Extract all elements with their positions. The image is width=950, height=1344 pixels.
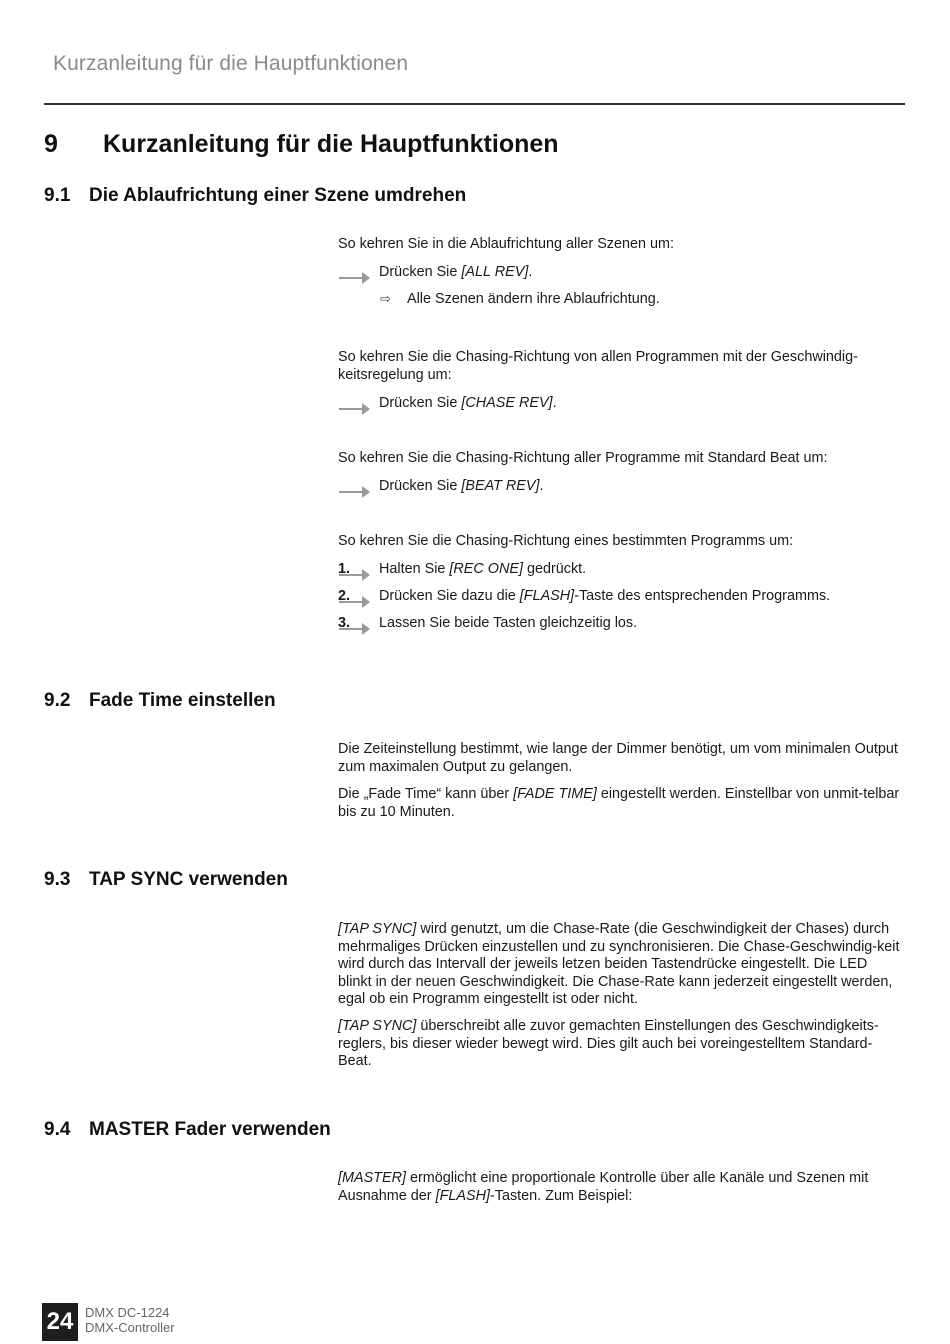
key-label: [FLASH] [519, 588, 575, 604]
paragraph: [TAP SYNC] überschreibt alle zuvor gemachten Einstellungen des Geschwindigkeits-reglers, bis dieser wieder bewegt wird. Dies gilt auch bei voreingestelltem Standard-Beat. [338, 1018, 879, 1069]
intro-text: So kehren Sie die Chasing-Richtung aller Programme mit Standard Beat um: [338, 450, 828, 466]
arrow-right-icon [338, 477, 372, 497]
product-name: DMX-Controller [85, 1320, 175, 1335]
intro-text: So kehren Sie die Chasing-Richtung eines bestimmten Programms um: [338, 533, 794, 549]
step-number: 1. [338, 561, 351, 577]
result-text: Alle Szenen ändern ihre Ablaufrichtung. [407, 291, 660, 307]
key-label: [BEAT REV] [461, 478, 540, 494]
section-number: 9.4 [44, 1119, 71, 1140]
paragraph: [TAP SYNC] wird genutzt, um die Chase-Rate (die Geschwindigkeit der Chases) durch mehrmaliges Drücken einzustellen und zu synchronisieren. Die Chase-Geschwindig-keit wird durch das Intervall der jeweils letzen beiden Tastendrücke eingestellt. Die LED blinkt in der neuen Geschwindigkeit. Die Chase-Rate kann jederzeit eingestellt werden, egal ob ein Programm eingestellt ist oder nicht. [338, 921, 900, 1007]
arrow-right-icon [338, 263, 372, 283]
step-label: Drücken Sie [CHASE REV]. [379, 395, 557, 411]
key-label: [REC ONE] [449, 561, 523, 577]
intro-text [338, 349, 900, 384]
arrow-right-icon [338, 394, 372, 414]
page-number: 24 [42, 1303, 78, 1341]
key-label: [FLASH] [435, 1187, 490, 1204]
paragraph: [MASTER] ermöglicht eine proportionale Kontrolle über alle Kanäle und Szenen mit Ausnahme der [FLASH]-Tasten. Zum Beispiel: [338, 1170, 869, 1204]
step-label: Lassen Sie beide Tasten gleichzeitig los. [379, 615, 638, 631]
key-label: [MASTER] [338, 1170, 406, 1186]
step-number: 3. [338, 615, 351, 631]
step-label: Drücken Sie [BEAT REV]. [379, 478, 544, 494]
section-title: MASTER Fader verwenden [89, 1119, 331, 1140]
chapter-title: Kurzanleitung für die Hauptfunktionen [103, 130, 559, 158]
section-number: 9.2 [44, 690, 71, 711]
key-label: [CHASE REV] [461, 395, 553, 411]
section-title: Die Ablaufrichtung einer Szene umdrehen [89, 185, 467, 206]
paragraph: Die Zeiteinstellung bestimmt, wie lange der Dimmer benötigt, um vom minimalen Output zum maximalen Output zu gelangen. [338, 741, 898, 775]
section-number: 9.1 [44, 185, 71, 206]
step-label: Drücken Sie dazu die [FLASH]-Taste des entsprechenden Programms. [379, 588, 831, 604]
key-label: [FADE TIME] [513, 786, 597, 802]
section-number: 9.3 [44, 869, 71, 890]
section-title: Fade Time einstellen [89, 690, 276, 711]
section-title: TAP SYNC verwenden [89, 869, 288, 890]
key-label: [ALL REV] [461, 264, 529, 280]
step-label: Drücken Sie [ALL REV]. [379, 264, 533, 280]
step-number: 2. [338, 588, 351, 604]
intro-line: keitsregelung um: [338, 366, 452, 383]
key-label: [TAP SYNC] [338, 1018, 417, 1034]
key-label: [TAP SYNC] [338, 921, 417, 937]
paragraph: Die „Fade Time“ kann über [FADE TIME] eingestellt werden. Einstellbar von unmit-telbar bis zu 10 Minuten. [338, 786, 900, 820]
chapter-number: 9 [44, 130, 58, 158]
step-label: Halten Sie [REC ONE] gedrückt. [379, 561, 587, 577]
running-header: Kurzanleitung für die Hauptfunktionen [53, 52, 409, 75]
header-rule [44, 103, 905, 105]
intro-text: So kehren Sie in die Ablaufrichtung aller Szenen um: [338, 236, 674, 252]
hollow-arrow-right-icon: ⇨ [380, 291, 391, 306]
intro-line: So kehren Sie die Chasing-Richtung von allen Programmen mit der Geschwindig- [338, 349, 858, 365]
footer-model [85, 1305, 175, 1335]
model-name: DMX DC-1224 [85, 1305, 170, 1320]
